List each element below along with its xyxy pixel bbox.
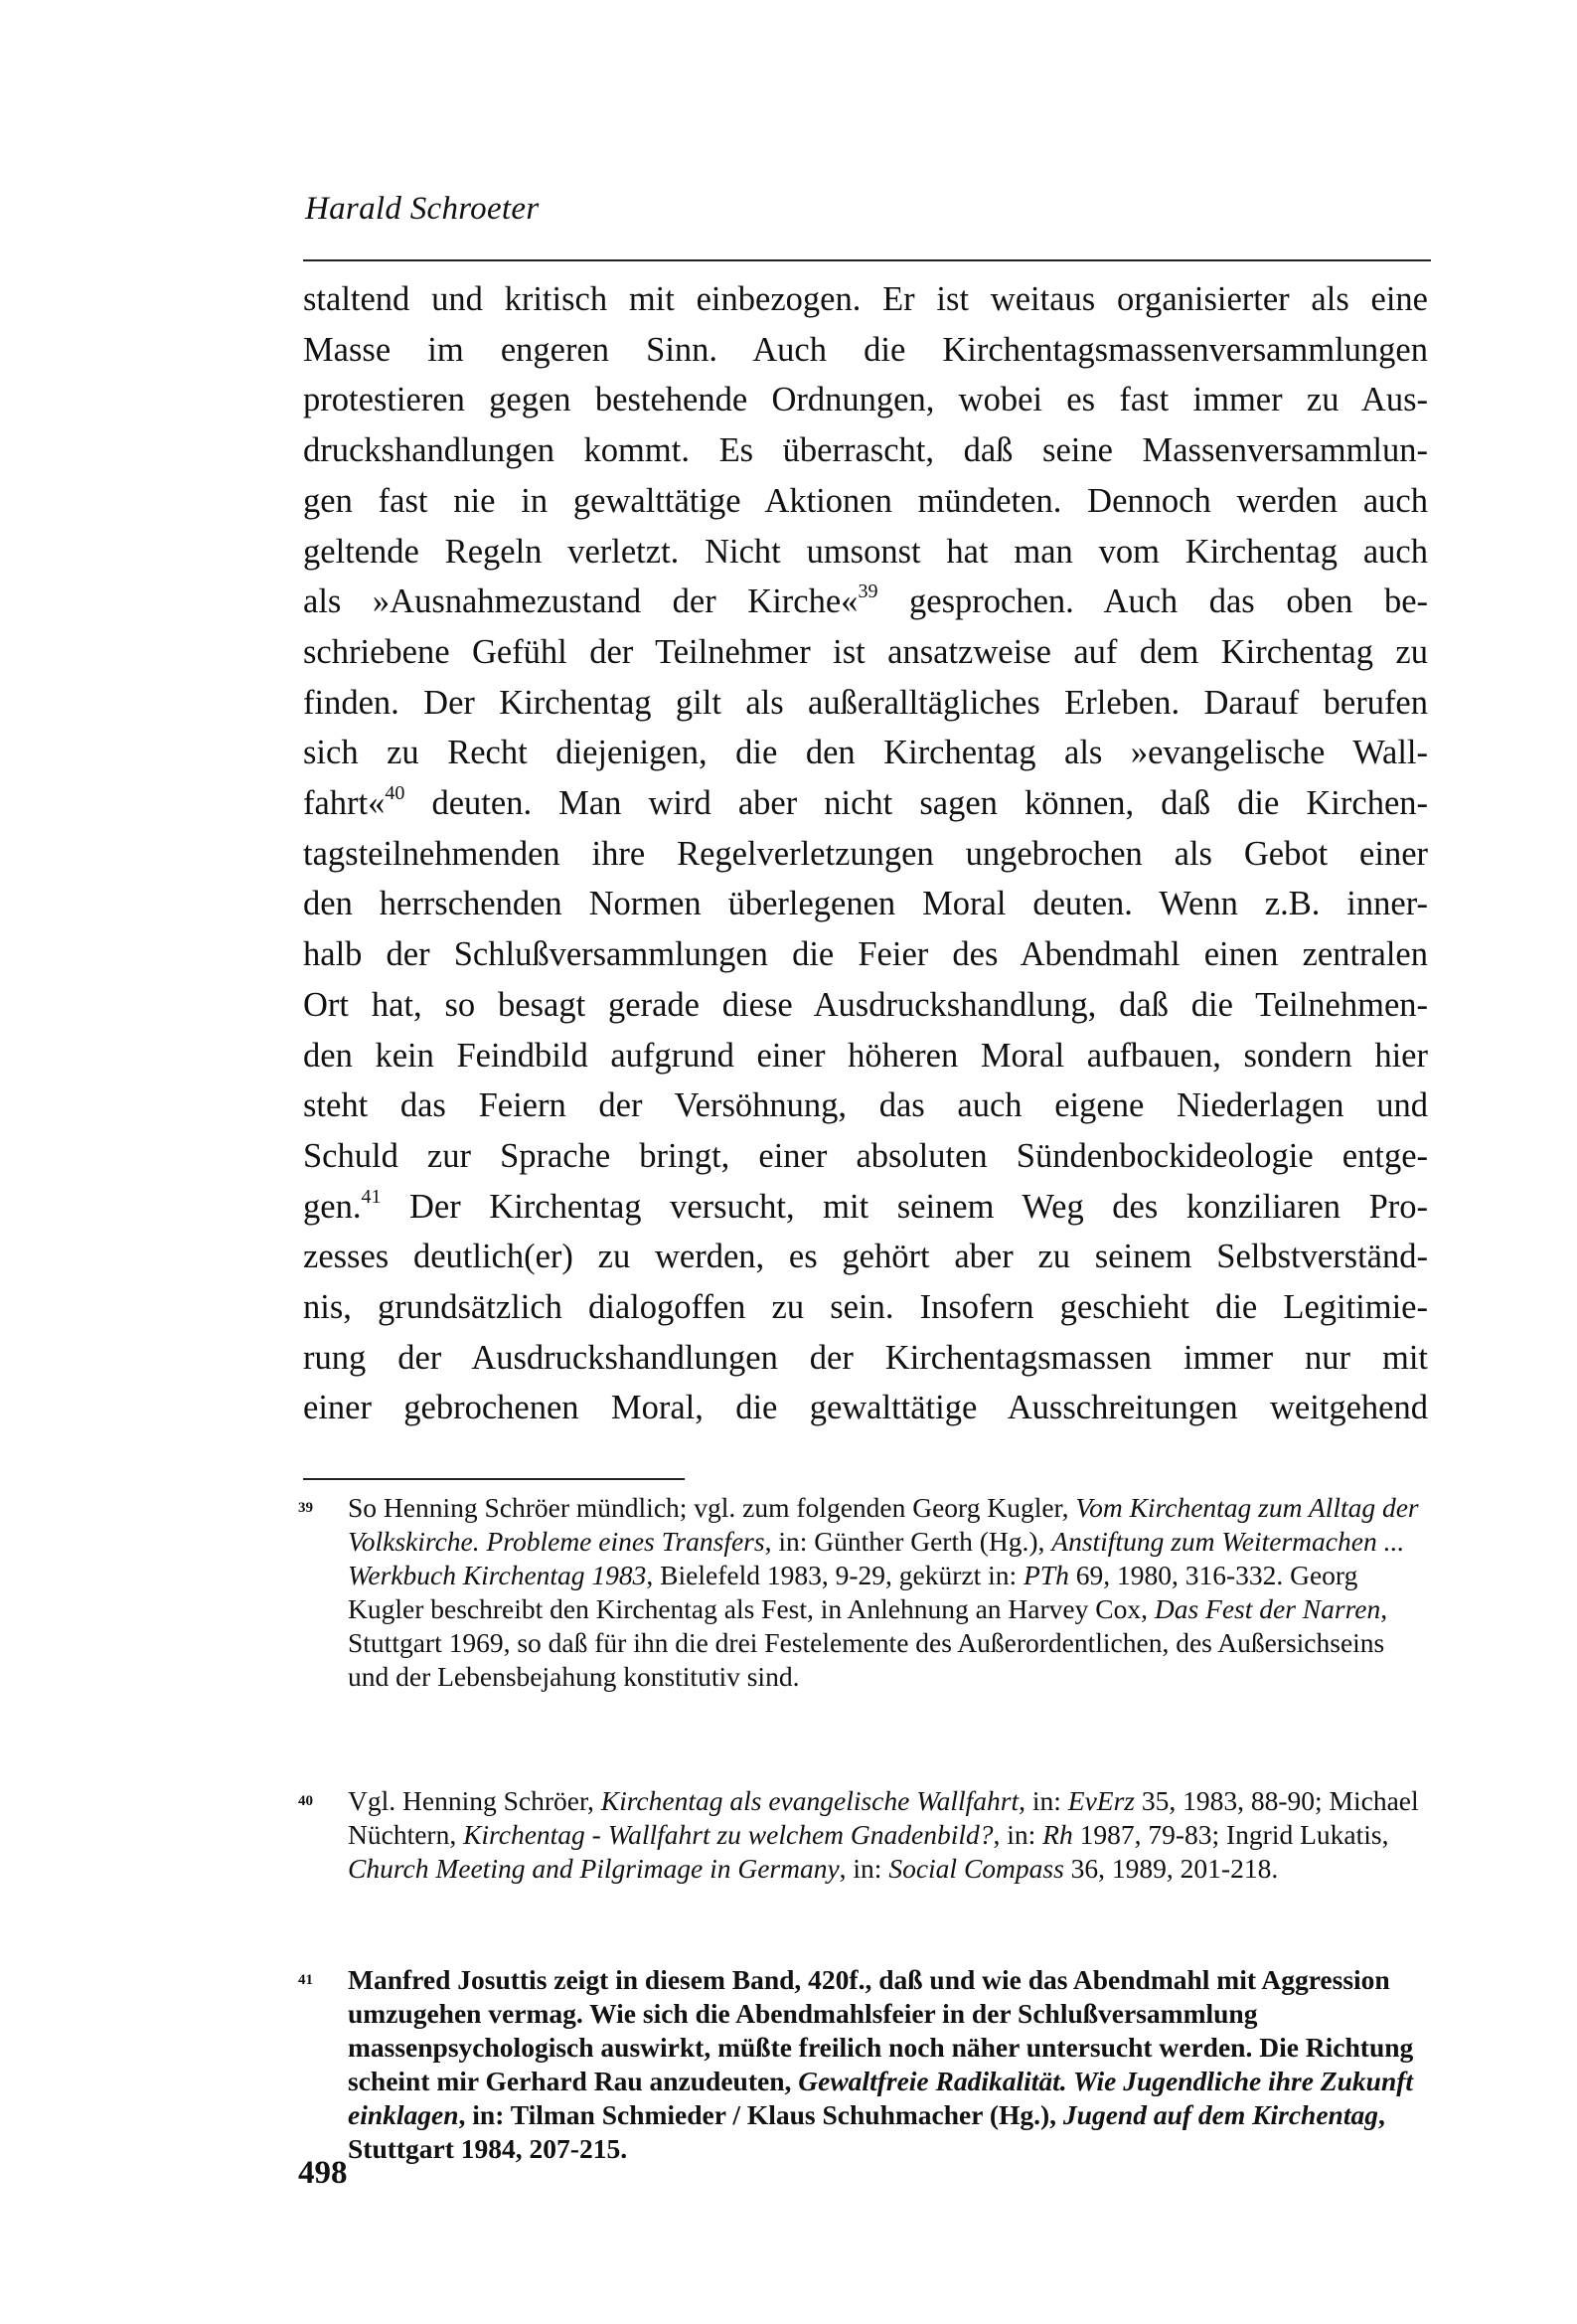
body-line: einer gebrochenen Moral, die gewalttätige Ausschreitungen weitgehend [303, 1389, 1428, 1427]
footnote-segment: , in: [1019, 1785, 1068, 1816]
footnote-text [348, 1491, 1431, 1694]
footnote-segment: 69, 1980, 316-332. Georg Kugler beschreibt den Kirchentag als Fest, in Anlehnung an Harvey Cox, [348, 1560, 1358, 1624]
body-line: schriebene Gefühl der Teilnehmer ist ansatzweise auf dem Kirchentag zu [303, 632, 1428, 671]
footnote-segment: , in: [993, 1819, 1043, 1850]
body-line [303, 778, 1428, 829]
footnote-title: Gewaltfreie Radikalität. Wie Jugendliche ihre Zukunft einklagen [348, 2066, 1414, 2130]
footnote-41 [298, 1963, 1431, 2166]
body-line: halb der Schlußversammlungen die Feier des Abendmahl einen zentralen [303, 935, 1428, 974]
footnote-segment: Manfred Josuttis zeigt in diesem Band, 420f., daß und wie das Abendmahl mit Aggression umzugehen vermag. Wie sich die Abendmahlsfeier in der Schlußversammlung massenpsychologisch auswirkt, müßte freilich noch näher untersucht werden. Die Richtung scheint mir Gerhard Rau anzudeuten, [348, 1964, 1414, 2096]
body-line: staltend und kritisch mit einbezogen. Er ist weitaus organisierter als eine [303, 280, 1428, 318]
footnote-segment: , in: Tilman Schmieder / Klaus Schuhmacher (Hg.), [458, 2099, 1063, 2130]
footnote-segment: Vgl. Henning Schröer, [348, 1785, 601, 1816]
body-text [303, 274, 1428, 1433]
body-line-part: deuten. Man wird aber nicht sagen können, daß die Kirchen- [431, 784, 1428, 823]
body-line: gen fast nie in gewalttätige Aktionen mündeten. Dennoch werden auch [303, 481, 1428, 520]
body-line-part: Der Kirchentag versucht, mit seinem Weg des konziliaren Pro- [409, 1187, 1428, 1226]
page-number: 498 [298, 2155, 348, 2191]
footnote-segment: , Bielefeld 1983, 9-29, gekürzt in: [646, 1560, 1024, 1590]
body-line: Ort hat, so besagt gerade diese Ausdruckshandlung, daß die Teilnehmen- [303, 985, 1428, 1024]
footnote-segment: , in: Günther Gerth (Hg.), [764, 1526, 1052, 1557]
body-line: geltende Regeln verletzt. Nicht umsonst hat man vom Kirchentag auch [303, 532, 1428, 571]
footnote-segment: , Stuttgart 1984, 207-215. [348, 2099, 1385, 2164]
footnote-ref-39[interactable]: 39 [858, 581, 878, 603]
footnote-mark: 39 [298, 1500, 313, 1516]
footnote-text [348, 1963, 1431, 2166]
body-line [303, 577, 1428, 627]
footnote-title: Kirchentag - Wallfahrt zu welchem Gnadenbild? [463, 1819, 994, 1850]
footnote-rule [303, 1478, 685, 1480]
body-line-part: als »Ausnahmezustand der Kirche« [303, 582, 859, 621]
footnote-ref-40[interactable]: 40 [385, 782, 405, 805]
footnote-title: Church Meeting and Pilgrimage in Germany [348, 1853, 840, 1884]
body-line: nis, grundsätzlich dialogoffen zu sein. Insofern geschieht die Legitimie- [303, 1288, 1428, 1327]
body-line [303, 1182, 1428, 1233]
footnote-mark: 40 [298, 1793, 313, 1809]
body-line: den kein Feindbild aufgrund einer höheren Moral aufbauen, sondern hier [303, 1036, 1428, 1075]
body-line: Masse im engeren Sinn. Auch die Kirchentagsmassenversammlungen [303, 330, 1428, 369]
header-rule [303, 259, 1431, 261]
footnote-title: Kirchentag als evangelische Wallfahrt [600, 1785, 1020, 1816]
footnote-journal: Rh [1042, 1819, 1073, 1850]
body-line: finden. Der Kirchentag gilt als außeralltägliches Erleben. Darauf berufen [303, 683, 1428, 722]
footnote-title: Das Fest der Narren [1154, 1593, 1381, 1624]
footnote-segment: So Henning Schröer mündlich; vgl. zum folgenden Georg Kugler, [348, 1492, 1076, 1523]
footnote-title: Jugend auf dem Kirchentag [1062, 2099, 1378, 2130]
body-line-part: fahrt« [303, 784, 386, 823]
body-line: rung der Ausdruckshandlungen der Kirchentagsmassen immer nur mit [303, 1338, 1428, 1377]
body-line-part: gesprochen. Auch das oben be- [909, 582, 1429, 621]
body-line: druckshandlungen kommt. Es überrascht, daß seine Massenversammlun- [303, 431, 1428, 470]
footnote-39 [298, 1491, 1431, 1694]
body-line: den herrschenden Normen überlegenen Moral deuten. Wenn z.B. inner- [303, 885, 1428, 923]
body-line: tagsteilnehmenden ihre Regelverletzungen ungebrochen als Gebot einer [303, 834, 1428, 873]
footnote-title: Vom Kirchentag zum Alltag der Volkskirche. Probleme eines Transfers [348, 1492, 1419, 1557]
footnote-segment: , in: [839, 1853, 889, 1884]
footnote-journal: EvErz [1067, 1785, 1135, 1816]
footnote-segment: , Stuttgart 1969, so daß für ihn die drei Festelemente des Außerordentlichen, des Außersichseins und der Lebensbejahung konstitutiv sind. [348, 1593, 1388, 1692]
body-line: Schuld zur Sprache bringt, einer absoluten Sündenbockideologie entge- [303, 1136, 1428, 1175]
body-line-part: gen. [303, 1187, 362, 1226]
footnote-ref-41[interactable]: 41 [361, 1185, 382, 1208]
body-line: sich zu Recht diejenigen, die den Kirchentag als »evangelische Wall- [303, 734, 1428, 772]
body-line: protestieren gegen bestehende Ordnungen, wobei es fast immer zu Aus- [303, 381, 1428, 419]
footnote-segment: 1987, 79-83; Ingrid Lukatis, [1072, 1819, 1389, 1850]
footnote-title: Anstiftung zum Weitermachen ... Werkbuch Kirchentag 1983 [348, 1526, 1405, 1590]
footnote-mark: 41 [298, 1972, 313, 1988]
footnote-segment: 35, 1983, 88-90; Michael Nüchtern, [348, 1785, 1419, 1850]
body-line: zesses deutlich(er) zu werden, es gehört aber zu seinem Selbstverständ- [303, 1238, 1428, 1276]
body-line: steht das Feiern der Versöhnung, das auch eigene Niederlagen und [303, 1086, 1428, 1125]
footnote-segment: 36, 1989, 201-218. [1063, 1853, 1279, 1884]
footnote-text [348, 1784, 1431, 1886]
running-head: Harald Schroeter [305, 191, 540, 227]
footnote-40 [298, 1784, 1431, 1886]
footnote-journal: Social Compass [888, 1853, 1064, 1884]
footnote-journal: PTh [1023, 1560, 1069, 1590]
